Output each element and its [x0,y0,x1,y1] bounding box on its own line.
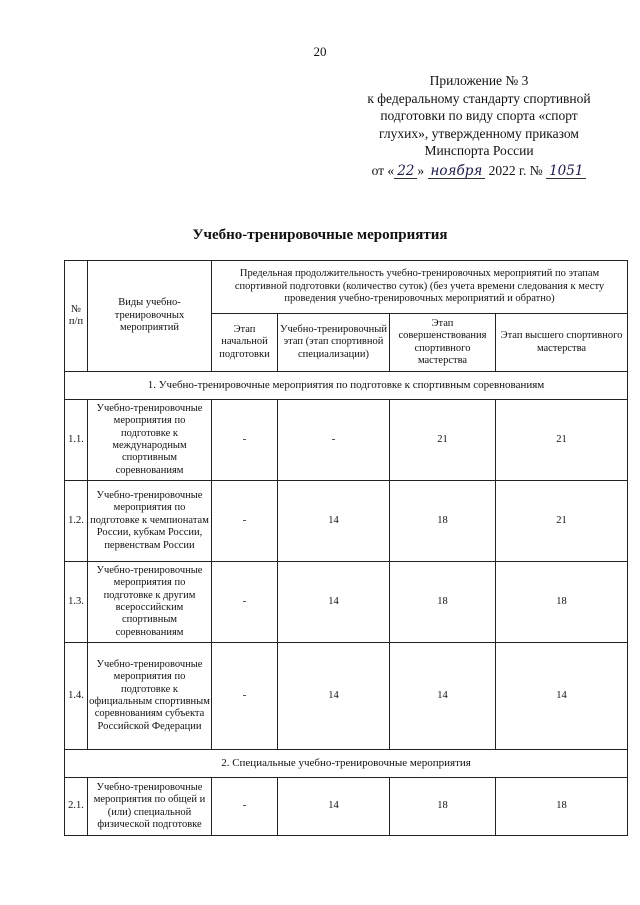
appendix-line: к федеральному стандарту спортивной [367,90,591,106]
header-stage-improvement: Этап совершенствования спортивного мастерства [390,314,496,372]
row-event-name: Учебно-тренировочные мероприятия по подготовке к официальным спортивным соревнованиям субъекта Российской Федерации [88,643,212,750]
row-value: 18 [390,481,496,562]
header-stage-training: Учебно-тренировочный этап (этап спортивной специализации) [278,314,390,372]
row-value: - [278,400,390,481]
row-value: 18 [496,778,628,836]
row-value: 18 [390,778,496,836]
appendix-line: Минспорта России [424,143,534,159]
row-event-name: Учебно-тренировочные мероприятия по подготовке к другим всероссийским спортивным соревнованиям [88,562,212,643]
row-number: 1.2. [65,481,88,562]
row-value: - [212,562,278,643]
order-day-handwritten: 22 [394,164,417,179]
appendix-header [340,72,618,180]
row-value: 14 [278,562,390,643]
order-date-prefix: от « [371,162,395,178]
training-events-table [64,260,628,836]
appendix-line: подготовки по виду спорта «спорт [380,108,578,124]
section-row [65,372,628,400]
header-duration-group: Предельная продолжительность учебно-тренировочных мероприятий по этапам спортивной подготовки (количество суток) (без учета времени следования к месту проведения учебно-тренировочных мероприятий и обратно) [212,261,628,314]
row-event-name: Учебно-тренировочные мероприятия по общей и (или) специальной физической подготовке [88,778,212,836]
document-title: Учебно-тренировочные мероприятия [192,227,448,243]
header-number: № п/п [65,261,88,372]
row-number: 1.3. [65,562,88,643]
row-value: 14 [278,778,390,836]
row-number: 2.1. [65,778,88,836]
row-event-name: Учебно-тренировочные мероприятия по подготовке к международным спортивным соревнованиям [88,400,212,481]
row-event-name: Учебно-тренировочные мероприятия по подготовке к чемпионатам России, кубкам России, первенствам России [88,481,212,562]
row-value: 14 [390,643,496,750]
row-value: - [212,481,278,562]
table-row [65,643,628,750]
row-value: 14 [278,481,390,562]
appendix-line: Приложение № 3 [429,73,529,88]
header-stage-highest: Этап высшего спортивного мастерства [496,314,628,372]
row-value: 21 [496,481,628,562]
header-stage-initial: Этап начальной подготовки [212,314,278,372]
table-row [65,481,628,562]
order-month-handwritten: ноября [428,164,486,179]
order-year-text: 2022 г. № [488,162,543,178]
row-value: 21 [390,400,496,481]
row-value: 21 [496,400,628,481]
row-value: 14 [278,643,390,750]
row-value: 18 [496,562,628,643]
row-number: 1.1. [65,400,88,481]
section-title: 1. Учебно-тренировочные мероприятия по подготовке к спортивным соревнованиям [65,372,628,400]
table-row [65,562,628,643]
page-number: 20 [313,44,327,59]
row-value: - [212,643,278,750]
table-row [65,778,628,836]
header-event-type: Виды учебно-тренировочных мероприятий [88,261,212,372]
row-value: - [212,778,278,836]
row-value: - [212,400,278,481]
table-header-row [65,261,628,314]
order-date-line [340,162,618,180]
row-number: 1.4. [65,643,88,750]
section-title: 2. Специальные учебно-тренировочные мероприятия [65,750,628,778]
appendix-line: глухих», утвержденному приказом [379,125,579,141]
row-value: 14 [496,643,628,750]
row-value: 18 [390,562,496,643]
table-row [65,400,628,481]
order-number-handwritten: 1051 [546,164,586,179]
section-row [65,750,628,778]
order-date-quote: » [417,162,425,178]
